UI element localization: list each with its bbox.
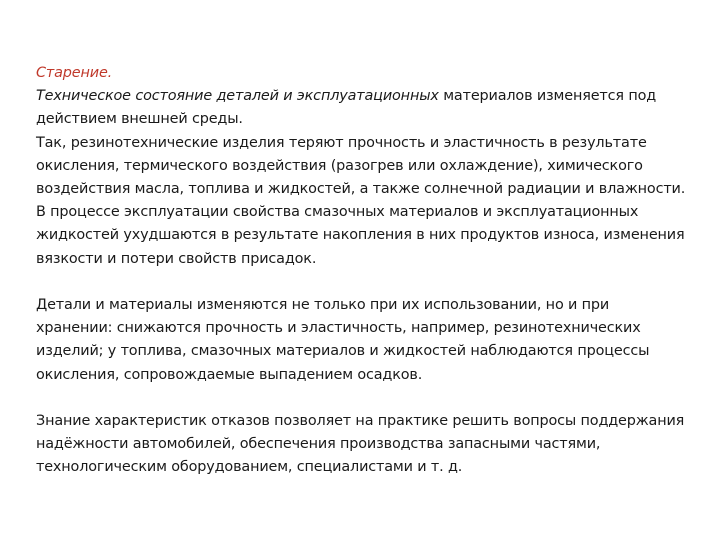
paragraph-lubricants: В процессе эксплуатации свойства смазочных материалов и эксплуатационных жидкостей ухудшаются в результате накопления в них продуктов износа, изменения вязкости и потери свойств присадок.	[36, 204, 685, 267]
slide-heading: Старение.	[36, 65, 113, 81]
intro-italic-text: Техническое состояние деталей и эксплуатационных	[36, 88, 439, 105]
slide-text-block	[36, 62, 686, 480]
paragraph-rubber-products: Так, резинотехнические изделия теряют прочность и эластичность в результате окисления, термического воздействия (разогрев или охлаждение), химического воздействия масла, топлива и жидкостей, а также солнечной радиации и влажности.	[36, 134, 686, 198]
paragraph-failure-characteristics: Знание характеристик отказов позволяет на практике решить вопросы поддержания надёжности автомобилей, обеспечения производства запасными частями, технологическим оборудованием, специалистами и т. д.	[36, 413, 685, 476]
spacer	[36, 387, 686, 410]
intro-rest-text: материалов изменяется под действием внешней среды.	[36, 88, 657, 128]
spacer	[36, 271, 686, 294]
paragraph-storage: Детали и материалы изменяются не только при их использовании, но и при хранении: снижаются прочность и эластичность, например, резинотехнических изделий; у топлива, смазочных материалов и жидкостей наблюдаются процессы окисления, сопровождаемые выпадением осадков.	[36, 297, 650, 383]
intro-paragraph	[36, 85, 686, 131]
